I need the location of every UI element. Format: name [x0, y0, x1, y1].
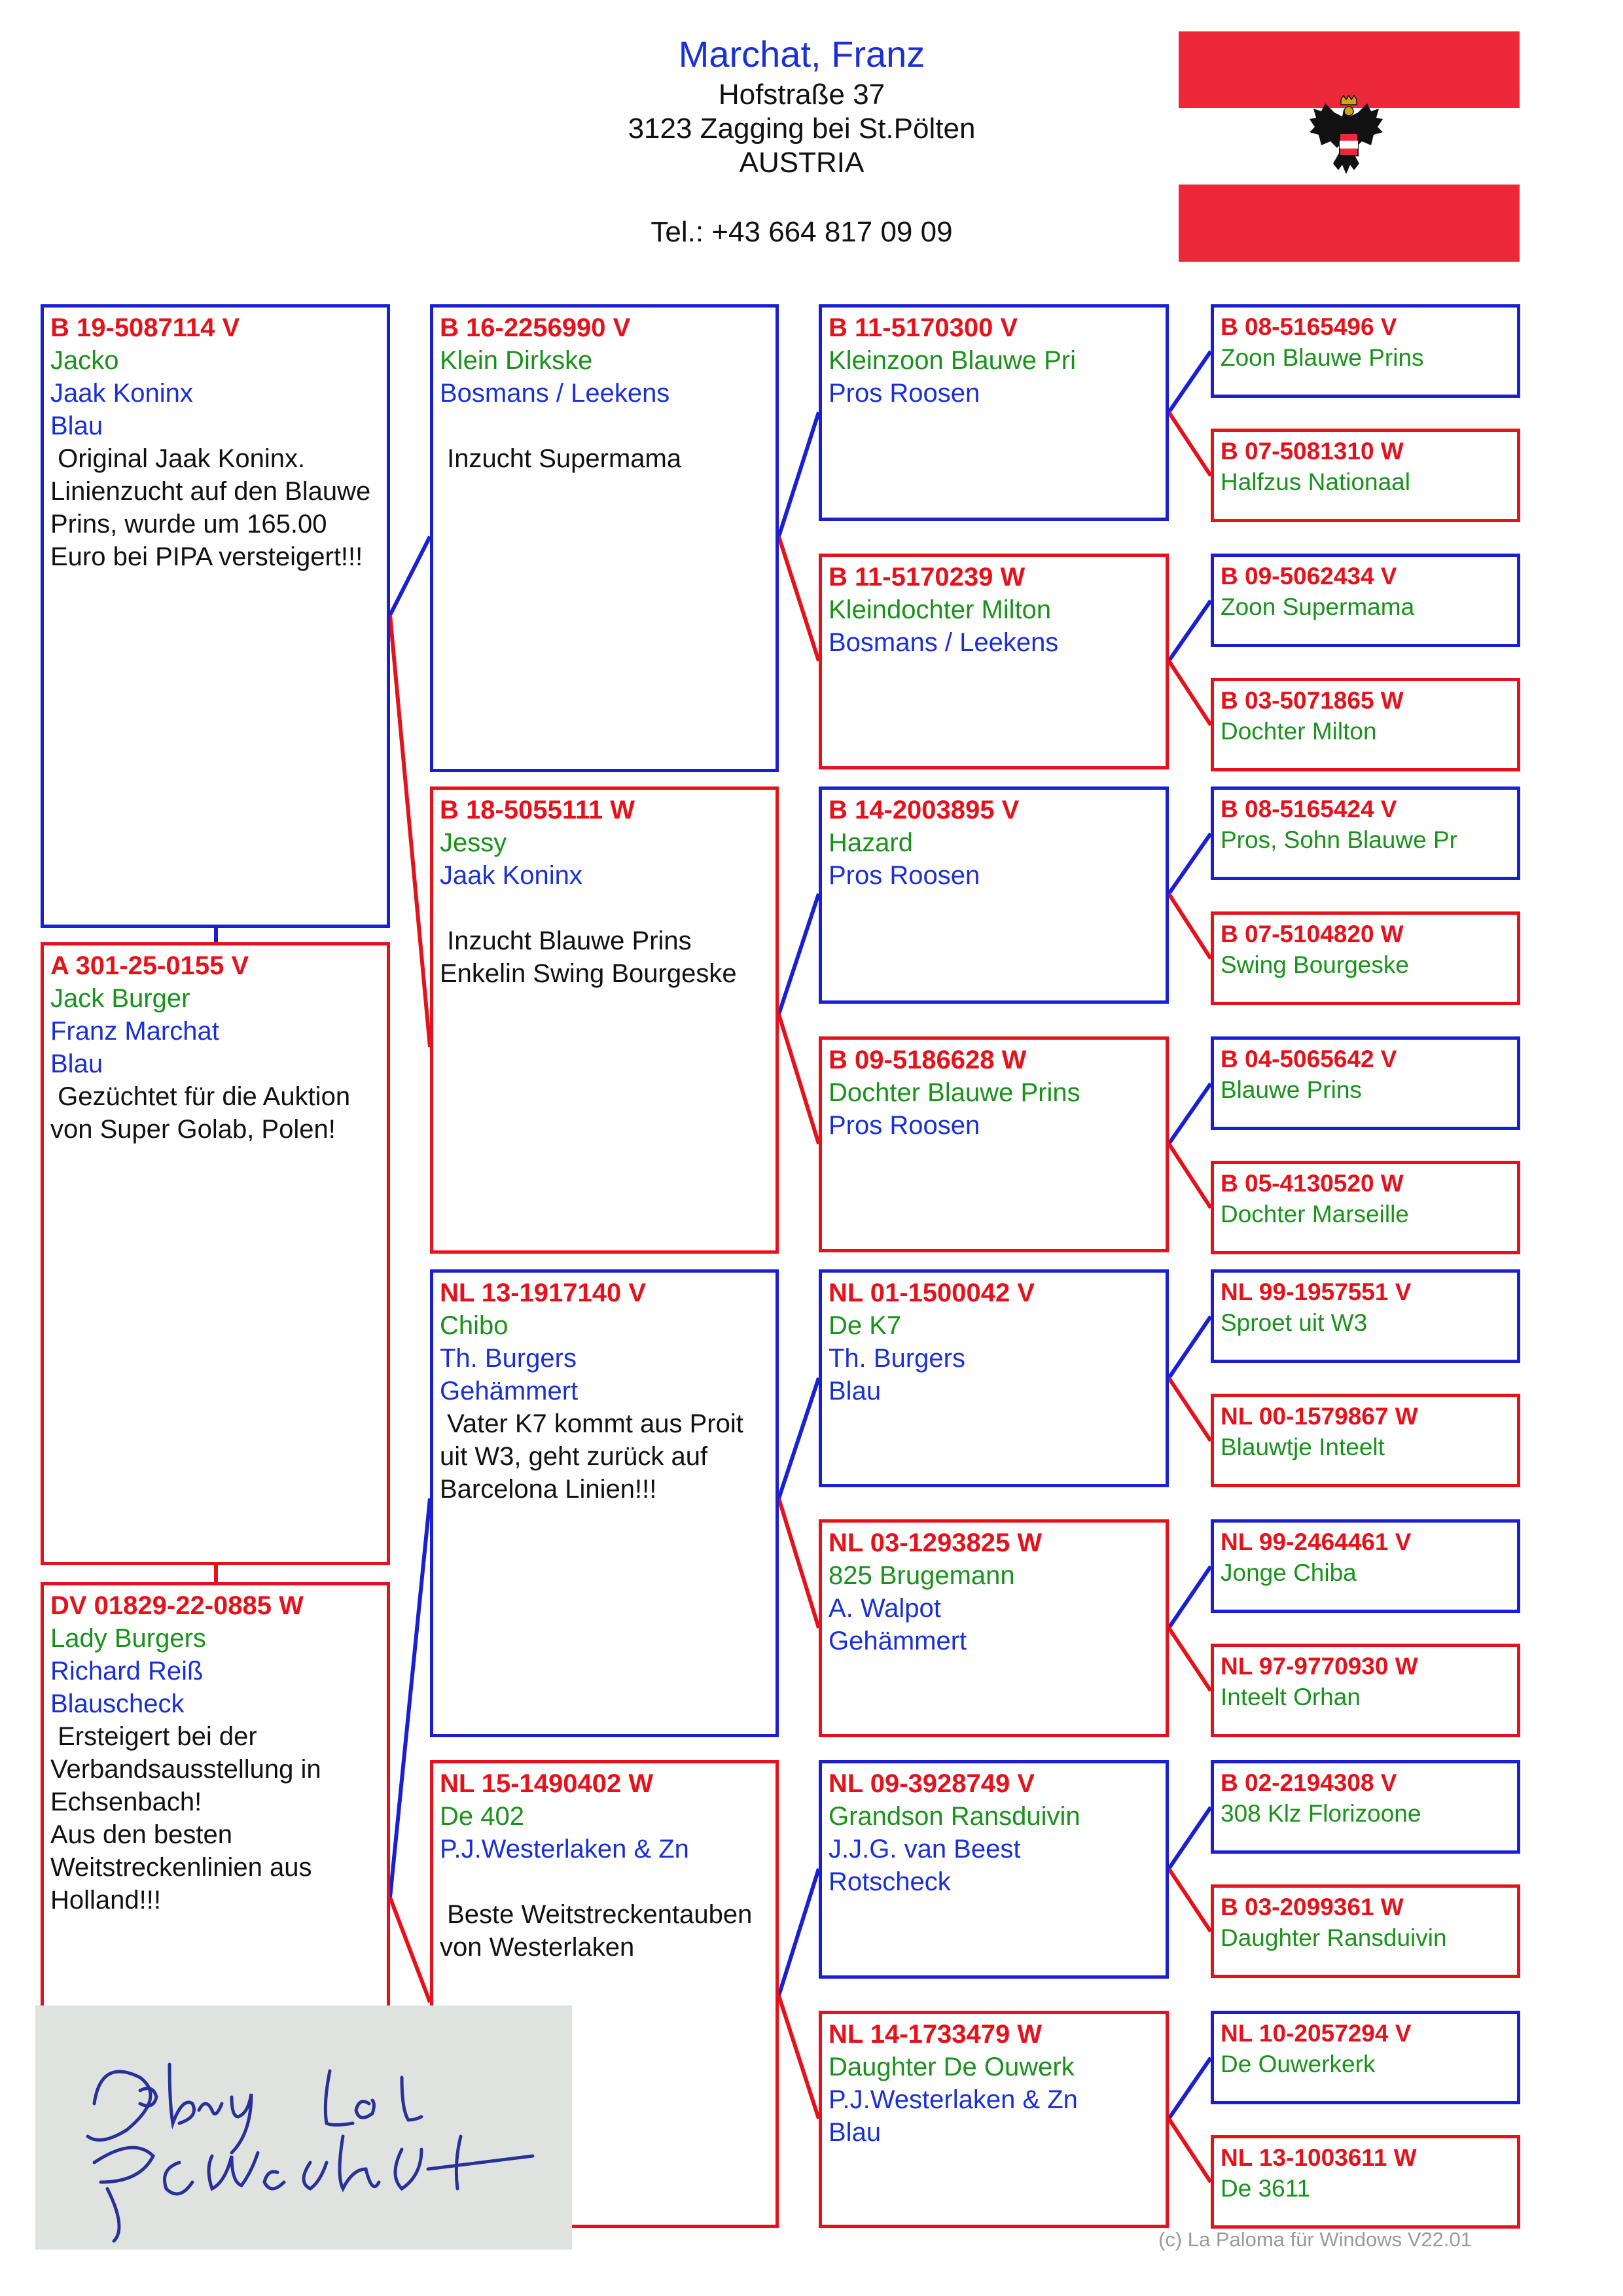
- ring-number: B 07-5104820 W: [1221, 921, 1404, 947]
- pigeon-name: Jessy: [440, 828, 507, 857]
- pigeon-card-gen4-13: [1211, 1760, 1520, 1854]
- ring-number: NL 13-1003611 W: [1221, 2144, 1417, 2171]
- connector-mother: [779, 1498, 819, 1628]
- owner-city: 3123 Zagging bei St.Pölten: [628, 113, 976, 145]
- ring-number: B 04-5065642 V: [1221, 1046, 1397, 1072]
- ring-number: NL 13-1917140 V: [440, 1279, 647, 1307]
- ring-number: B 11-5170239 W: [829, 563, 1026, 592]
- connector-mother: [1169, 2119, 1211, 2182]
- pigeon-name: Halfzus Nationaal: [1221, 468, 1410, 495]
- pigeon-note: Gezüchtet für die Auktion von Super Golab, Polen!: [50, 1082, 351, 1144]
- ring-number: NL 00-1579867 W: [1221, 1403, 1418, 1430]
- connector-father: [779, 412, 819, 537]
- pigeon-card-gen2-2: [430, 786, 779, 1254]
- pigeon-card-gen4-6: [1211, 911, 1520, 1005]
- ring-number: B 03-5071865 W: [1221, 687, 1404, 714]
- pigeon-card-gen2-3: [430, 1269, 779, 1737]
- pigeon-note: Beste Weitstreckentauben von Westerlaken: [440, 1900, 753, 1962]
- pigeon-note: Vater K7 kommt aus Proit uit W3, geht zurück auf Barcelona Linien!!!: [440, 1409, 743, 1504]
- pigeon-card-gen2-1: [430, 304, 779, 772]
- pigeon-name: 825 Brugemann: [829, 1561, 1015, 1590]
- ring-number: A 301-25-0155 V: [50, 951, 249, 980]
- breeder-name: Pros Roosen: [829, 379, 980, 408]
- pigeon-name: Chibo: [440, 1311, 508, 1340]
- connector-mother: [779, 537, 819, 661]
- pigeon-card-gen3-6: [819, 1519, 1169, 1737]
- pigeon-name: Swing Bourgeske: [1221, 951, 1409, 978]
- connector-father: [1169, 2058, 1211, 2119]
- connector-father: [1169, 351, 1211, 412]
- ring-number: NL 09-3928749 V: [829, 1769, 1035, 1798]
- pigeon-name: De Ouwerkerk: [1221, 2051, 1376, 2077]
- pigeon-card-gen4-10: [1211, 1394, 1520, 1487]
- ring-number: B 18-5055111 W: [440, 796, 635, 824]
- connector-father: [1169, 1316, 1211, 1378]
- pigeon-name: Grandson Ransduivin: [829, 1802, 1080, 1831]
- pigeon-name: Daughter De Ouwerk: [829, 2053, 1075, 2081]
- pigeon-card-gen3-7: [819, 1760, 1169, 1979]
- pigeon-color: Gehämmert: [829, 1627, 967, 1655]
- connector-father: [1169, 834, 1211, 894]
- breeder-name: Richard Reiß: [50, 1657, 204, 1686]
- pigeon-color: Blau: [50, 1050, 103, 1078]
- pigeon-name: De K7: [829, 1311, 902, 1340]
- copyright-footer: (c) La Paloma für Windows V22.01: [1158, 2228, 1472, 2251]
- breeder-name: Franz Marchat: [50, 1017, 219, 1046]
- pigeon-name: 308 Klz Florizoone: [1221, 1800, 1421, 1827]
- breeder-name: P.J.Westerlaken & Zn: [440, 1835, 689, 1863]
- pigeon-card-gen4-8: [1211, 1161, 1520, 1254]
- pigeon-color: Blauscheck: [50, 1689, 185, 1718]
- ring-number: DV 01829-22-0885 W: [50, 1591, 304, 1620]
- owner-street: Hofstraße 37: [718, 79, 885, 111]
- connector-mother: [779, 1014, 819, 1144]
- breeder-name: Th. Burgers: [829, 1344, 965, 1373]
- ring-number: NL 97-9770930 W: [1221, 1653, 1418, 1680]
- pigeon-card-gen4-2: [1211, 429, 1520, 522]
- pigeon-name: Zoon Supermama: [1221, 593, 1415, 620]
- ring-number: B 05-4130520 W: [1221, 1170, 1404, 1197]
- pigeon-color: Gehämmert: [440, 1377, 579, 1405]
- pigeon-name: Pros, Sohn Blauwe Pr: [1221, 826, 1457, 853]
- breeder-name: Th. Burgers: [440, 1344, 577, 1373]
- pigeon-name: Blauwtje Inteelt: [1221, 1434, 1385, 1460]
- connector-mother: [1169, 661, 1211, 725]
- breeder-name: Jaak Koninx: [50, 379, 193, 408]
- ring-number: NL 03-1293825 W: [829, 1528, 1043, 1557]
- connector-father: [779, 894, 819, 1014]
- pigeon-name: Klein Dirkske: [440, 346, 593, 375]
- ring-number: B 02-2194308 V: [1221, 1769, 1397, 1796]
- pigeon-name: Jacko: [50, 346, 119, 375]
- connector-mother: [1169, 1144, 1211, 1208]
- pigeon-card-gen4-14: [1211, 1884, 1520, 1978]
- ring-number: B 14-2003895 V: [829, 796, 1020, 824]
- ring-number: B 09-5062434 V: [1221, 563, 1397, 590]
- breeder-name: J.J.G. van Beest: [829, 1835, 1021, 1863]
- ring-number: B 09-5186628 W: [829, 1046, 1027, 1074]
- connector-mother: [390, 1898, 430, 2002]
- pigeon-note: Ersteigert bei der Verbandsausstellung in Echsenbach! Aus den besten Weitstreckenlinien aus Holland!!!: [50, 1722, 321, 1915]
- ring-number: B 11-5170300 V: [829, 313, 1018, 342]
- pigeon-name: Dochter Blauwe Prins: [829, 1078, 1080, 1107]
- ring-number: B 08-5165424 V: [1221, 796, 1397, 822]
- pigeon-name: Inteelt Orhan: [1221, 1684, 1361, 1710]
- pigeon-card-gen4-12: [1211, 1644, 1520, 1737]
- connector-mother: [1169, 1378, 1211, 1441]
- ring-number: B 19-5087114 V: [50, 313, 240, 342]
- connector-mother: [1169, 1869, 1211, 1932]
- pigeon-note: Original Jaak Koninx. Linienzucht auf den Blauwe Prins, wurde um 165.00 Euro bei PIPA versteigert!!!: [50, 444, 371, 571]
- pigeon-color: Blau: [50, 412, 103, 440]
- owner-phone: Tel.: +43 664 817 09 09: [651, 216, 953, 248]
- pigeon-card-gen3-1: [819, 304, 1169, 521]
- pigeon-card-gen4-7: [1211, 1036, 1520, 1130]
- connector-mother: [390, 615, 430, 1047]
- pigeon-color: Rotscheck: [829, 1867, 951, 1896]
- ring-number: NL 99-1957551 V: [1221, 1279, 1412, 1305]
- ring-number: B 07-5081310 W: [1221, 438, 1404, 465]
- pigeon-color: Blau: [829, 1377, 882, 1405]
- pigeon-name: Lady Burgers: [50, 1624, 206, 1653]
- pigeon-card-gen4-1: [1211, 304, 1520, 398]
- breeder-name: A. Walpot: [829, 1594, 941, 1623]
- pigeon-card-gen4-4: [1211, 678, 1520, 771]
- ring-number: NL 01-1500042 V: [829, 1279, 1035, 1307]
- breeder-name: Bosmans / Leekens: [440, 379, 670, 408]
- connector-father: [1169, 1807, 1211, 1869]
- pigeon-color: Blau: [829, 2118, 882, 2147]
- pigeon-card-subject: [41, 304, 390, 928]
- pigeon-name: Jonge Chiba: [1221, 1559, 1357, 1586]
- pigeon-card-gen3-2: [819, 554, 1169, 769]
- pigeon-name: Dochter Milton: [1221, 718, 1377, 745]
- connector-father: [1169, 601, 1211, 661]
- pigeon-card-gen4-9: [1211, 1269, 1520, 1363]
- pigeon-name: Kleinzoon Blauwe Pri: [829, 346, 1076, 375]
- ring-number: B 16-2256990 V: [440, 313, 631, 342]
- owner-name: Marchat, Franz: [678, 33, 925, 75]
- pigeon-card-gen4-15: [1211, 2011, 1520, 2104]
- pigeon-name: Dochter Marseille: [1221, 1201, 1409, 1227]
- breeder-name: Pros Roosen: [829, 1111, 980, 1140]
- owner-country: AUSTRIA: [739, 147, 865, 179]
- pigeon-name: Zoon Blauwe Prins: [1221, 344, 1424, 371]
- connector-mother: [1169, 1628, 1211, 1691]
- signature-image: [35, 2005, 572, 2250]
- pigeon-card-gen4-3: [1211, 554, 1520, 647]
- pigeon-name: Blauwe Prins: [1221, 1076, 1362, 1103]
- pigeon-name: Daughter Ransduivin: [1221, 1924, 1447, 1951]
- pigeon-name: Sproet uit W3: [1221, 1309, 1368, 1336]
- connector-mother: [1169, 894, 1211, 959]
- breeder-name: Jaak Koninx: [440, 861, 582, 890]
- breeder-name: Pros Roosen: [829, 861, 980, 890]
- pigeon-card-gen4-5: [1211, 786, 1520, 880]
- connector-father: [1169, 1566, 1211, 1628]
- pigeon-name: Hazard: [829, 828, 913, 857]
- pigeon-name: De 3611: [1221, 2175, 1311, 2202]
- pigeon-card-subject-father: [41, 942, 390, 1565]
- pigeon-card-gen3-8: [819, 2011, 1169, 2228]
- connector-father: [390, 537, 430, 615]
- connector-father: [1169, 1084, 1211, 1144]
- ring-number: B 08-5165496 V: [1221, 313, 1397, 340]
- pigeon-note: Inzucht Supermama: [440, 444, 682, 473]
- ring-number: NL 10-2057294 V: [1221, 2020, 1412, 2047]
- connector-mother: [1169, 412, 1211, 476]
- ring-number: NL 15-1490402 W: [440, 1769, 654, 1798]
- pigeon-name: Jack Burger: [50, 984, 190, 1013]
- pigeon-card-gen4-16: [1211, 2135, 1520, 2229]
- ring-number: NL 14-1733479 W: [829, 2020, 1043, 2049]
- pigeon-card-gen3-4: [819, 1036, 1169, 1252]
- connector-father: [390, 1498, 430, 1898]
- ring-number: NL 99-2464461 V: [1221, 1528, 1412, 1555]
- connector-mother: [779, 1996, 819, 2119]
- pigeon-note: Inzucht Blauwe Prins Enkelin Swing Bourgeske: [440, 927, 737, 988]
- pigeon-card-gen4-11: [1211, 1519, 1520, 1613]
- pigeon-card-gen3-3: [819, 786, 1169, 1004]
- pigeon-name: De 402: [440, 1802, 524, 1831]
- connector-father: [779, 1378, 819, 1498]
- pigeon-name: Kleindochter Milton: [829, 595, 1052, 624]
- breeder-name: P.J.Westerlaken & Zn: [829, 2085, 1078, 2114]
- connector-father: [779, 1869, 819, 1996]
- pigeon-card-gen3-5: [819, 1269, 1169, 1487]
- breeder-name: Bosmans / Leekens: [829, 628, 1059, 657]
- ring-number: B 03-2099361 W: [1221, 1894, 1404, 1920]
